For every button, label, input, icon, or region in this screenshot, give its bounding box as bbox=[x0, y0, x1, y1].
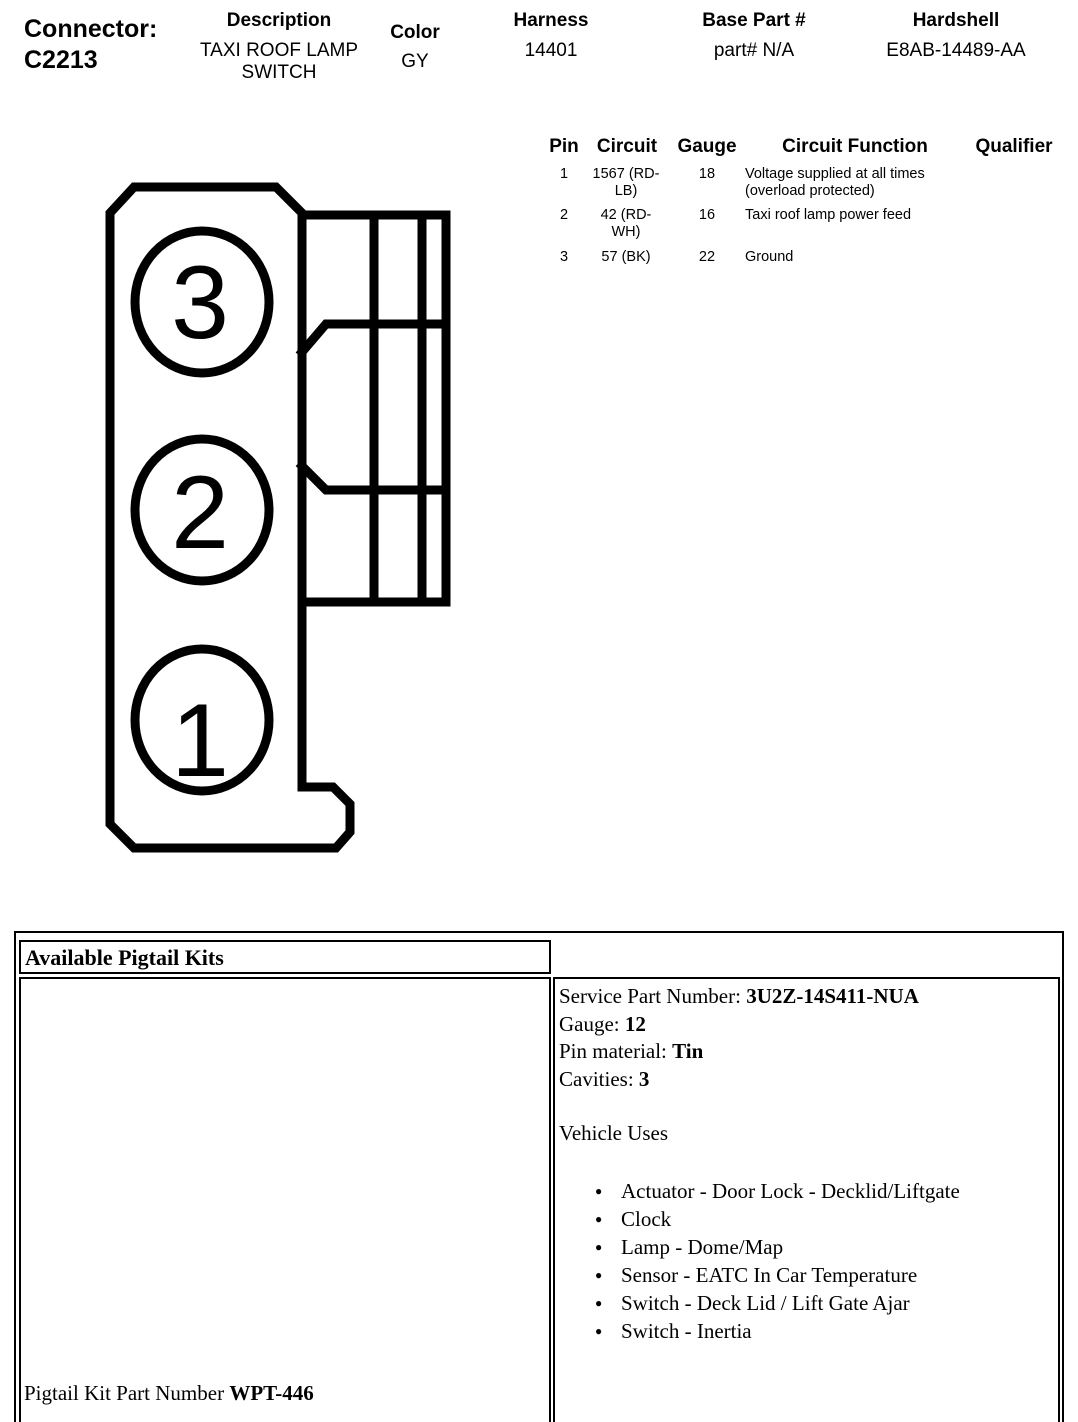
list-item: ● Lamp - Dome/Map bbox=[559, 1233, 1058, 1261]
connector-body-outline bbox=[110, 187, 350, 848]
pin-number: 2 bbox=[559, 207, 569, 223]
hardshell-value: E8AB-14489-AA bbox=[886, 40, 1026, 61]
list-item: ● Clock bbox=[559, 1205, 1058, 1233]
pigtail-kit-part: Pigtail Kit Part Number WPT-446 bbox=[24, 1381, 314, 1405]
pin-number: 3 bbox=[559, 249, 569, 265]
pin-number: 1 bbox=[559, 166, 569, 182]
pin-circuit: 42 (RD- WH) bbox=[600, 207, 652, 240]
circuit-function-header: Circuit Function bbox=[782, 136, 928, 157]
cavity-2-label: 2 bbox=[171, 455, 229, 571]
color-label: Color bbox=[390, 22, 440, 43]
gauge-info: Gauge: 12 bbox=[559, 1011, 646, 1036]
cavity-1-label: 1 bbox=[171, 683, 229, 799]
cavity-3-label: 3 bbox=[171, 245, 229, 361]
base-part-value: part# N/A bbox=[713, 40, 795, 61]
connector-label: Connector: bbox=[24, 15, 158, 43]
gauge-header: Gauge bbox=[677, 136, 737, 157]
pin-gauge: 16 bbox=[698, 207, 716, 223]
pin-circuit: 57 (BK) bbox=[601, 249, 651, 265]
pin-function: Voltage supplied at all times (overload protected) bbox=[745, 166, 925, 199]
harness-label: Harness bbox=[513, 10, 589, 31]
pin-gauge: 18 bbox=[698, 166, 716, 182]
list-item: ● Actuator - Door Lock - Decklid/Liftgate bbox=[559, 1177, 1058, 1205]
list-item: ● Switch - Deck Lid / Lift Gate Ajar bbox=[559, 1289, 1058, 1317]
pin-gauge: 22 bbox=[698, 249, 716, 265]
vehicle-uses-label: Vehicle Uses bbox=[559, 1121, 669, 1145]
service-part-number: Service Part Number: 3U2Z-14S411-NUA bbox=[559, 984, 919, 1008]
connector-id: C2213 bbox=[24, 46, 98, 74]
harness-value: 14401 bbox=[524, 40, 578, 61]
color-value: GY bbox=[401, 51, 429, 72]
list-item: ● Sensor - EATC In Car Temperature bbox=[559, 1261, 1058, 1289]
pin-material-info: Pin material: Tin bbox=[559, 1039, 704, 1063]
pigtail-kits-title: Available Pigtail Kits bbox=[19, 940, 551, 974]
pigtail-kit-part-value: WPT-446 bbox=[229, 1381, 314, 1405]
list-item: ● Switch - Inertia bbox=[559, 1317, 1058, 1345]
description-value: TAXI ROOF LAMP SWITCH bbox=[199, 40, 358, 83]
pin-function: Ground bbox=[745, 249, 794, 265]
qualifier-header: Qualifier bbox=[975, 136, 1053, 157]
pin-header: Pin bbox=[549, 136, 579, 157]
pin-function: Taxi roof lamp power feed bbox=[745, 207, 912, 223]
circuit-header: Circuit bbox=[596, 136, 658, 157]
base-part-label: Base Part # bbox=[702, 10, 806, 31]
cavities-info: Cavities: 3 bbox=[559, 1066, 650, 1091]
vehicle-uses-list bbox=[559, 1177, 1058, 1345]
service-part-cell bbox=[553, 977, 1060, 1422]
description-label: Description bbox=[226, 10, 332, 31]
pigtail-kit-cell bbox=[19, 977, 551, 1422]
hardshell-label: Hardshell bbox=[912, 10, 1000, 31]
pin-circuit: 1567 (RD- LB) bbox=[592, 166, 660, 199]
